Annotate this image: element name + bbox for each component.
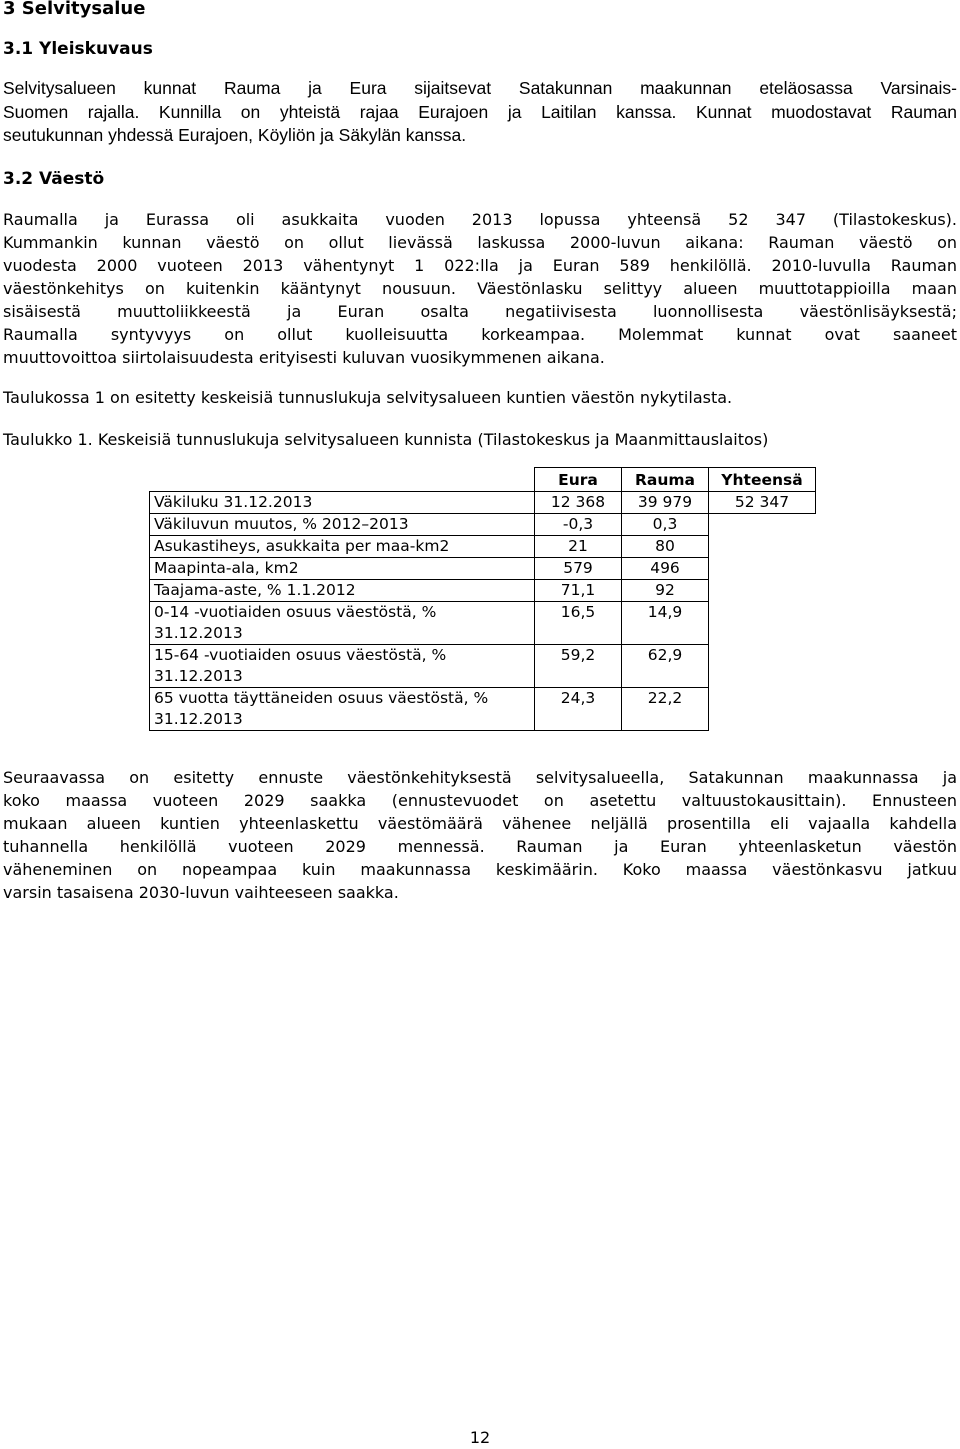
cell-rauma: 496 bbox=[622, 558, 709, 580]
cell-eura: 59,2 bbox=[535, 645, 622, 688]
table-row bbox=[150, 514, 816, 536]
cell-total bbox=[709, 580, 816, 602]
table-header-blank bbox=[150, 468, 535, 492]
row-label: Asukastiheys, asukkaita per maa-km2 bbox=[150, 536, 535, 558]
table-row bbox=[150, 492, 816, 514]
cell-total bbox=[709, 688, 816, 731]
table-row bbox=[150, 536, 816, 558]
cell-eura: 16,5 bbox=[535, 602, 622, 645]
paragraph-line: väestönkehitys on kuitenkin kääntynyt nousuun. Väestönlasku selittyy alueen muuttotappioilla maan bbox=[3, 279, 957, 298]
table-header-rauma: Rauma bbox=[622, 468, 709, 492]
paragraph-line: Kummankin kunnan väestö on ollut lievässä laskussa 2000-luvun aikana: Rauman väestö on bbox=[3, 233, 957, 252]
cell-eura: 24,3 bbox=[535, 688, 622, 731]
paragraph-line: koko maassa vuoteen 2029 saakka (ennustevuodet on asetettu valtuustokausittain). Ennusteen bbox=[3, 791, 957, 810]
section-heading: 3 Selvitysalue bbox=[3, 0, 146, 19]
cell-rauma: 39 979 bbox=[622, 492, 709, 514]
paragraph-line: Raumalla syntyvyys on ollut kuolleisuutta korkeampaa. Molemmat kunnat ovat saaneet bbox=[3, 325, 957, 344]
paragraph-line: Selvitysalueen kunnat Rauma ja Eura sijaitsevat Satakunnan maakunnan eteläosassa Varsinais- bbox=[3, 78, 957, 98]
cell-total bbox=[709, 536, 816, 558]
paragraph-line: Raumalla ja Eurassa oli asukkaita vuoden 2013 lopussa yhteensä 52 347 (Tilastokeskus). bbox=[3, 210, 957, 229]
cell-total bbox=[709, 645, 816, 688]
cell-eura: 579 bbox=[535, 558, 622, 580]
paragraph-line: vuodesta 2000 vuoteen 2013 vähentynyt 1 022:lla ja Euran 589 henkilöllä. 2010-luvulla Rauman bbox=[3, 256, 957, 275]
row-label: Väkiluvun muutos, % 2012–2013 bbox=[150, 514, 535, 536]
paragraph-line: sisäisestä muuttoliikkeestä ja Euran osalta negatiivisesta luonnollisesta väestönlisäyksestä; bbox=[3, 302, 957, 321]
table-row bbox=[150, 580, 816, 602]
table-header-total: Yhteensä bbox=[709, 468, 816, 492]
table-row bbox=[150, 688, 816, 731]
population-paragraph bbox=[3, 208, 957, 369]
row-label: Taajama-aste, % 1.1.2012 bbox=[150, 580, 535, 602]
cell-eura: 21 bbox=[535, 536, 622, 558]
cell-eura: 12 368 bbox=[535, 492, 622, 514]
table-intro: Taulukossa 1 on esitetty keskeisiä tunnuslukuja selvitysalueen kuntien väestön nykytilasta. bbox=[3, 388, 733, 407]
row-label: 0-14 -vuotiaiden osuus väestöstä, % 31.12.2013 bbox=[150, 602, 535, 645]
cell-rauma: 0,3 bbox=[622, 514, 709, 536]
paragraph-line: muuttovoittoa siirtolaisuudesta erityisesti kuluvan vuosikymmenen aikana. bbox=[3, 348, 605, 367]
table-row bbox=[150, 645, 816, 688]
table-row bbox=[150, 558, 816, 580]
row-label: 15-64 -vuotiaiden osuus väestöstä, % 31.12.2013 bbox=[150, 645, 535, 688]
cell-eura: 71,1 bbox=[535, 580, 622, 602]
row-label: Väkiluku 31.12.2013 bbox=[150, 492, 535, 514]
table-caption: Taulukko 1. Keskeisiä tunnuslukuja selvitysalueen kunnista (Tilastokeskus ja Maanmittauslaitos) bbox=[3, 430, 769, 449]
cell-rauma: 62,9 bbox=[622, 645, 709, 688]
overview-paragraph bbox=[3, 77, 957, 148]
cell-eura: -0,3 bbox=[535, 514, 622, 536]
table-header-eura: Eura bbox=[535, 468, 622, 492]
cell-total: 52 347 bbox=[709, 492, 816, 514]
subsection-heading-overview: 3.1 Yleiskuvaus bbox=[3, 39, 153, 59]
cell-rauma: 92 bbox=[622, 580, 709, 602]
paragraph-line: väheneminen on nopeampaa kuin maakunnassa keskimäärin. Koko maassa väestönkasvu jatkuu bbox=[3, 860, 957, 879]
page-number: 12 bbox=[469, 1428, 491, 1447]
row-label: Maapinta-ala, km2 bbox=[150, 558, 535, 580]
subsection-heading-population: 3.2 Väestö bbox=[3, 169, 105, 189]
cell-rauma: 80 bbox=[622, 536, 709, 558]
paragraph-line: Suomen rajalla. Kunnilla on yhteistä rajaa Eurajoen ja Laitilan kanssa. Kunnat muodostavat Rauman bbox=[3, 101, 957, 122]
table-header-row bbox=[150, 468, 816, 492]
table-row bbox=[150, 602, 816, 645]
cell-total bbox=[709, 602, 816, 645]
paragraph-line: tuhannella henkilöllä vuoteen 2029 mennessä. Rauman ja Euran yhteenlasketun väestön bbox=[3, 837, 957, 856]
row-label: 65 vuotta täyttäneiden osuus väestöstä, % 31.12.2013 bbox=[150, 688, 535, 731]
statistics-table bbox=[149, 467, 816, 731]
paragraph-line: varsin tasaisena 2030-luvun vaihteeseen saakka. bbox=[3, 883, 399, 902]
paragraph-line: seutukunnan yhdessä Eurajoen, Köyliön ja Säkylän kanssa. bbox=[3, 125, 467, 145]
cell-rauma: 14,9 bbox=[622, 602, 709, 645]
cell-total bbox=[709, 558, 816, 580]
paragraph-line: Seuraavassa on esitetty ennuste väestönkehityksestä selvitysalueella, Satakunnan maakunnassa ja bbox=[3, 768, 957, 787]
cell-total bbox=[709, 514, 816, 536]
forecast-paragraph bbox=[3, 766, 957, 904]
paragraph-line: mukaan alueen kuntien yhteenlaskettu väestömäärä vähenee neljällä prosentilla eli vajaalla kahdella bbox=[3, 814, 957, 833]
cell-rauma: 22,2 bbox=[622, 688, 709, 731]
